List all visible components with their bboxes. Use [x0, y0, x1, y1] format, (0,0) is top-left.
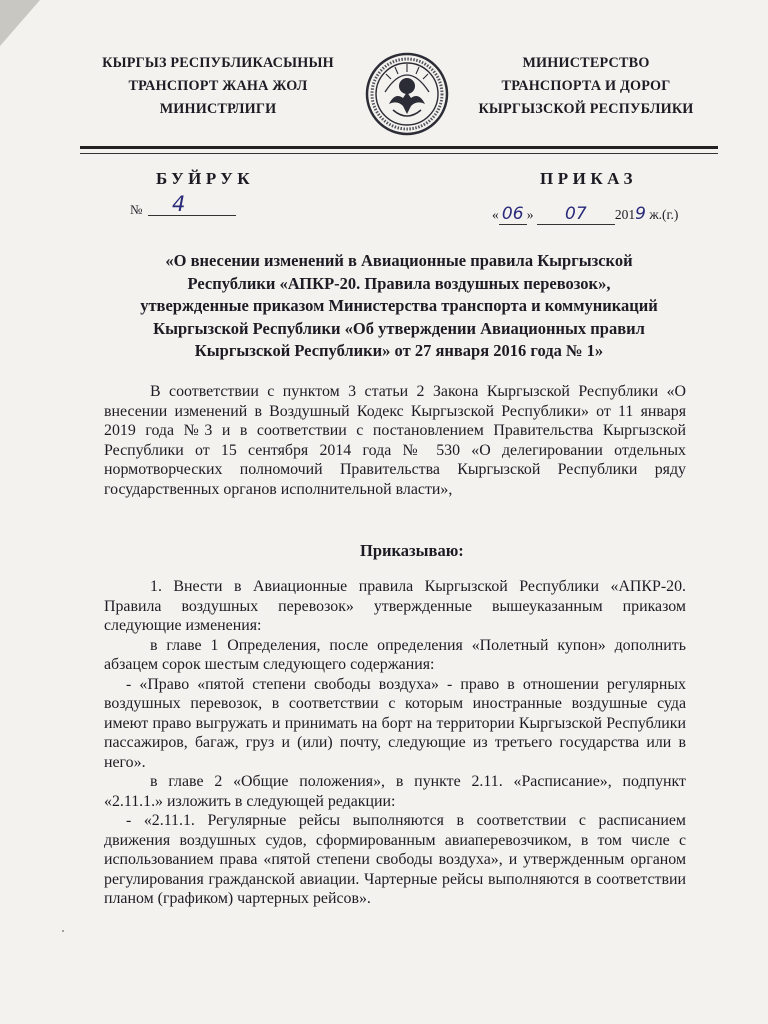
order-item: - «Право «пятой степени свободы воздуха» - право в отношении регулярных воздушных перевозок, в соответствии с которым иностранные воздушные суда имеют право выгружать и принимать на борт на территории Кыргызской Республики пассажиров, багаж, груз и (или) почту, следующие из третьего государства или в него». [104, 675, 686, 771]
header-divider-thin [80, 153, 718, 154]
date-open-quote: « [492, 207, 499, 222]
document-title [104, 250, 694, 363]
date-close-quote: » [526, 207, 534, 222]
header-kyrgyz-ministry [78, 52, 358, 121]
order-item: - «2.11.1. Регулярные рейсы выполняются в соответствии с расписанием движения воздушных судов, сформированным авиаперевозчиком, в том числе с использованием права «пятой степени свободы воздуха», и утвержденным органом регулирования гражданской авиации. Чартерные рейсы выполняются в соответствии планом (графиком) чартерных рейсов». [104, 812, 686, 907]
preamble [104, 382, 686, 499]
scan-speck [62, 930, 64, 932]
doc-type-russian: ПРИКАЗ [540, 169, 637, 188]
header-russian-ministry [470, 52, 702, 121]
title-line: Кыргызской Республики «Об утверждении Авиационных правил [153, 318, 645, 338]
number-label: № [130, 202, 143, 217]
order-item: в главе 1 Определения, после определения «Полетный купон» дополнить абзацем сорок шестым следующего содержания: [104, 636, 686, 673]
title-line: «О внесении изменений в Авиационные правила Кыргызской [165, 251, 633, 270]
title-line: Республики «АПКР-20. Правила воздушных перевозок», [187, 273, 611, 293]
header-right-line: КЫРГЫЗСКОЙ РЕСПУБЛИКИ [478, 101, 694, 117]
date-day: 06 [501, 204, 524, 224]
preamble-text: В соответствии с пунктом 3 статьи 2 Закона Кыргызской Республики «О внесении изменений в Воздушный Кодекс Кыргызской Республики» от 11 января 2019 года №3 и в соответствии с постановлением Правительства Кыргызской Республики от 15 сентября 2014 года № 530 «О делегировании отдельных нормотворческих полномочий Правительства Кыргызской Республики ряду государственных органов исполнительной власти», [104, 383, 686, 498]
order-date [492, 204, 678, 225]
header-left-line: КЫРГЫЗ РЕСПУБЛИКАСЫНЫН [102, 55, 334, 71]
header-right-line: ТРАНСПОРТА И ДОРОГ [501, 78, 671, 94]
date-year-digit: 9 [635, 204, 646, 224]
header-left-line: ТРАНСПОРТ ЖАНА ЖОЛ [128, 78, 308, 94]
header-left-line: МИНИСТРЛИГИ [159, 101, 277, 117]
date-suffix: ж.(г.) [649, 207, 679, 222]
order-heading: Приказываю: [360, 541, 464, 560]
doc-type-kyrgyz: БУЙРУК [156, 169, 255, 188]
page-corner-shadow [0, 0, 40, 46]
order-item: 1. Внести в Авиационные правила Кыргызской Республики «АПКР-20. Правила воздушных перевозок» утвержденные вышеуказанным приказом следующие изменения: [104, 578, 686, 634]
header-divider-thick [80, 146, 718, 149]
order-items [104, 577, 686, 909]
date-year-prefix: 201 [614, 207, 636, 222]
order-number: 4 [148, 192, 236, 216]
header-right-line: МИНИСТЕРСТВО [522, 55, 650, 71]
title-line: утвержденные приказом Министерства транспорта и коммуникаций [140, 296, 658, 315]
date-month: 07 [565, 204, 587, 224]
order-item: в главе 2 «Общие положения», в пункте 2.11. «Расписание», подпункт «2.11.1.» изложить в следующей редакции: [104, 773, 686, 810]
coat-of-arms-seal-icon [365, 52, 449, 136]
title-line: Кыргызской Республики» от 27 января 2016 года № 1» [194, 341, 604, 360]
